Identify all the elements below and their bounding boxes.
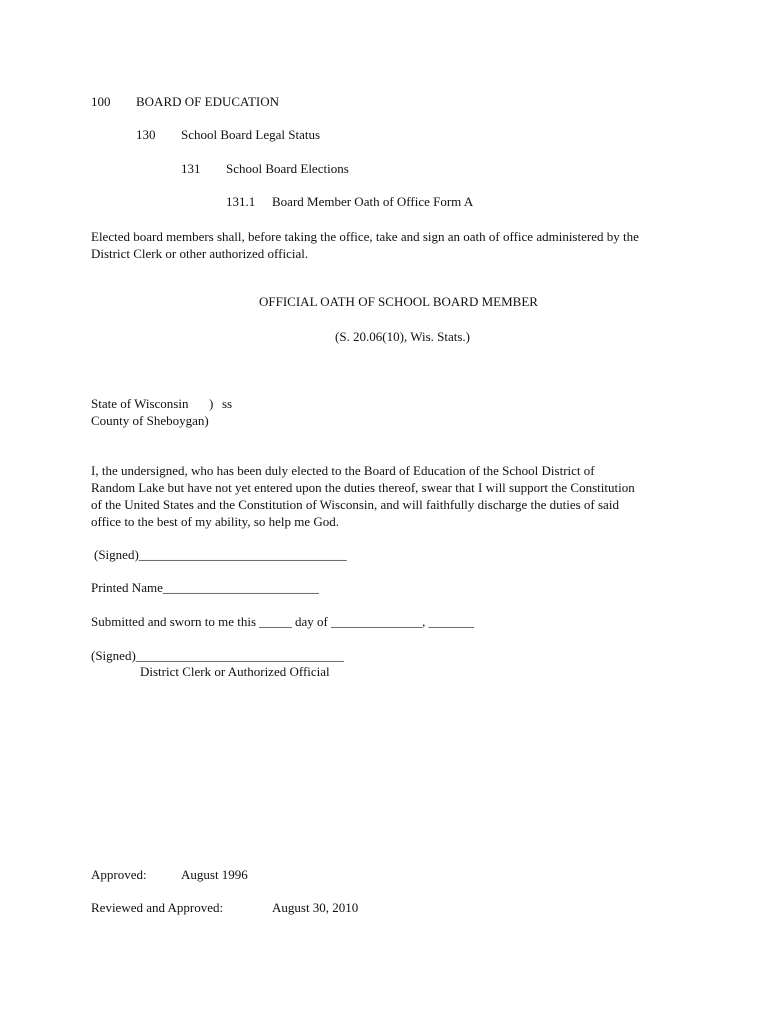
oath-paragraph bbox=[91, 462, 691, 530]
intro-line: District Clerk or other authorized official. bbox=[91, 246, 309, 261]
intro-paragraph bbox=[91, 228, 691, 262]
outline-title-elections: School Board Elections bbox=[226, 161, 349, 176]
oath-line: office to the best of my ability, so help me God. bbox=[91, 514, 340, 529]
reviewed-date: August 30, 2010 bbox=[272, 900, 359, 915]
oath-line: of the United States and the Constitution of Wisconsin, and will faithfully discharge the duties of said bbox=[91, 497, 619, 512]
statute-reference: (S. 20.06(10), Wis. Stats.) bbox=[335, 329, 471, 344]
venue-ss: ss bbox=[222, 396, 233, 411]
form-title: OFFICIAL OATH OF SCHOOL BOARD MEMBER bbox=[259, 294, 538, 309]
outline-title-oath-form: Board Member Oath of Office Form A bbox=[272, 194, 474, 209]
venue-state: State of Wisconsin bbox=[91, 396, 189, 411]
clerk-signature-line: (Signed)________________________________ bbox=[91, 648, 344, 663]
outline-number-131: 131 bbox=[181, 161, 201, 176]
outline-title-legal-status: School Board Legal Status bbox=[181, 127, 321, 142]
outline-number-130: 130 bbox=[136, 127, 156, 142]
member-signature-line: (Signed)________________________________ bbox=[94, 547, 347, 562]
intro-line: Elected board members shall, before taking the office, take and sign an oath of office administered by the bbox=[91, 229, 639, 244]
venue-county: County of Sheboygan) bbox=[91, 413, 209, 428]
outline-title-board-of-education: BOARD OF EDUCATION bbox=[136, 94, 280, 109]
approved-date: August 1996 bbox=[181, 867, 248, 882]
venue-bracket: ) bbox=[209, 396, 214, 411]
approved-label: Approved: bbox=[91, 867, 147, 882]
outline-number-131-1: 131.1 bbox=[226, 194, 256, 209]
reviewed-label: Reviewed and Approved: bbox=[91, 900, 224, 915]
printed-name-line: Printed Name________________________ bbox=[91, 580, 319, 595]
clerk-caption: District Clerk or Authorized Official bbox=[140, 664, 330, 679]
sworn-date-line: Submitted and sworn to me this _____ day of ______________, _______ bbox=[91, 614, 475, 629]
oath-line: I, the undersigned, who has been duly elected to the Board of Education of the School District of bbox=[91, 463, 595, 478]
outline-number-100: 100 bbox=[91, 94, 111, 109]
oath-line: Random Lake but have not yet entered upon the duties thereof, swear that I will support the Constitution bbox=[91, 480, 635, 495]
